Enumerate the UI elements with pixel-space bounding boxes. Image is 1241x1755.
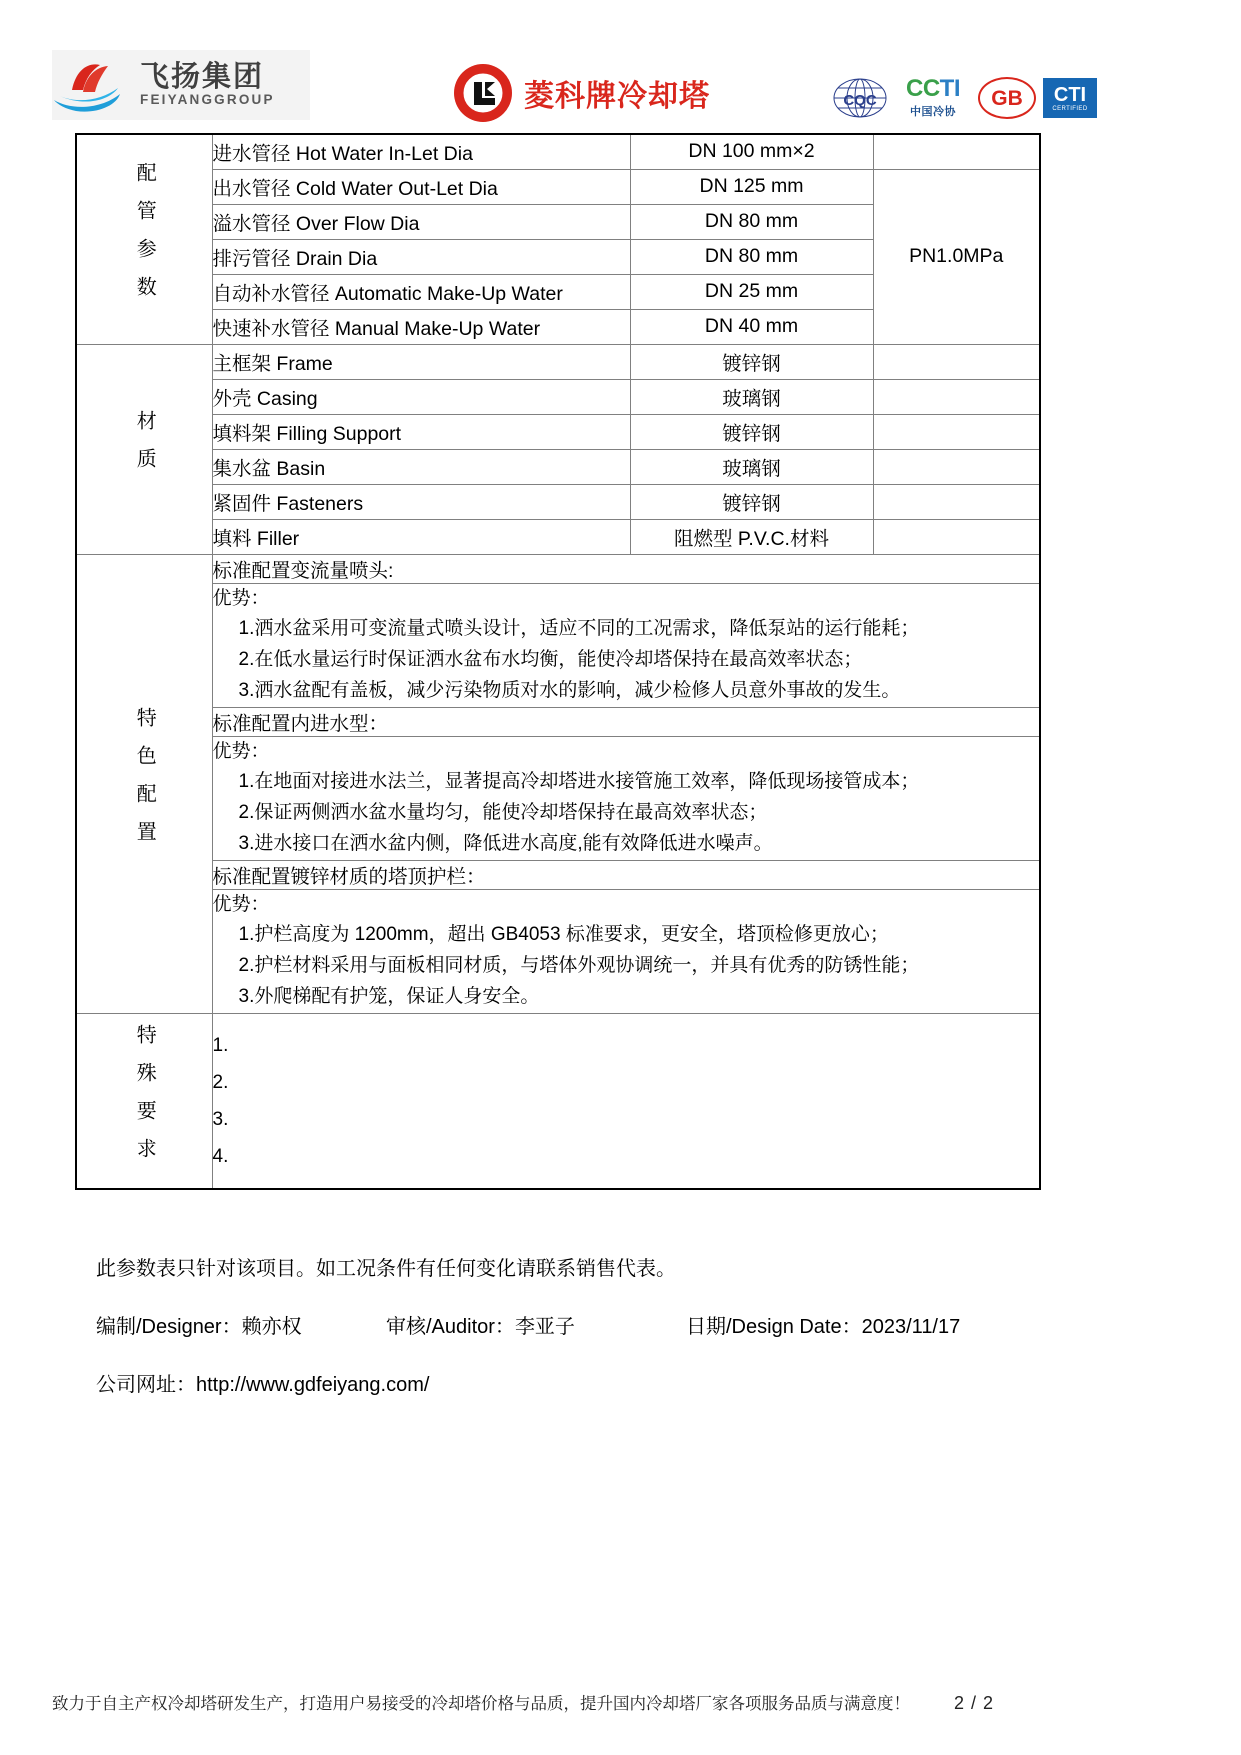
table-row — [76, 554, 1040, 583]
svg-text:CQC: CQC — [843, 92, 877, 109]
feature-title: 标准配置镀锌材质的塔顶护栏： — [212, 860, 1040, 889]
row-extra — [873, 449, 1040, 484]
row-value: 镀锌钢 — [630, 414, 873, 449]
logo-english-text: FEIYANGGROUP — [140, 91, 275, 107]
advantage-item: 1.在地面对接进水法兰，显著提高冷却塔进水接管施工效率，降低现场接管成本； — [238, 771, 920, 793]
advantage-item: 3.洒水盆配有盖板，减少污染物质对水的影响，减少检修人员意外事故的发生。 — [238, 679, 901, 701]
row-extra — [873, 519, 1040, 554]
advantage-label: 优势： — [212, 893, 270, 915]
row-extra — [873, 379, 1040, 414]
row-value: DN 125 mm — [630, 169, 873, 204]
row-name: 填料 Filler — [212, 519, 630, 554]
row-name: 出水管径 Cold Water Out-Let Dia — [212, 169, 630, 204]
feature-body — [212, 736, 1040, 860]
row-name: 外壳 Casing — [212, 379, 630, 414]
designer-field — [96, 1316, 386, 1338]
date-value: 2023/11/17 — [861, 1316, 961, 1338]
brand-name-text: 菱科牌冷却塔 — [524, 79, 710, 114]
special-item: 4. — [212, 1145, 229, 1167]
special-item: 1. — [212, 1034, 229, 1056]
page-number: 2 / 2 — [954, 1693, 995, 1713]
special-requirements-body — [212, 1013, 1040, 1189]
section-label-special: 特殊要求 — [76, 1013, 212, 1189]
row-value: 玻璃钢 — [630, 379, 873, 414]
advantage-item: 3.外爬梯配有护笼，保证人身安全。 — [238, 985, 540, 1007]
row-name: 排污管径 Drain Dia — [212, 239, 630, 274]
row-name: 集水盆 Basin — [212, 449, 630, 484]
gear-circle-icon — [452, 62, 514, 124]
date-label: 日期/Design Date： — [686, 1316, 862, 1338]
design-date-field — [686, 1316, 1106, 1338]
row-value: 阻燃型 P.V.C.材料 — [630, 519, 873, 554]
designer-label: 编制/Designer： — [96, 1316, 242, 1338]
ccti-sub-label: 中国冷协 — [910, 106, 956, 118]
feiyang-wave-mark — [52, 56, 138, 114]
row-value: 镀锌钢 — [630, 484, 873, 519]
row-name: 快速补水管径 Manual Make-Up Water — [212, 309, 630, 344]
designer-value: 赖亦权 — [241, 1316, 302, 1338]
row-extra — [873, 484, 1040, 519]
feature-body — [212, 889, 1040, 1013]
table-row — [76, 707, 1040, 736]
table-row — [76, 1013, 1040, 1189]
table-row — [76, 414, 1040, 449]
table-row — [76, 889, 1040, 1013]
row-name: 自动补水管径 Automatic Make-Up Water — [212, 274, 630, 309]
feiyang-group-logo — [52, 50, 310, 120]
table-row — [76, 344, 1040, 379]
advantage-item: 2.保证两侧洒水盆水量均匀，能使冷却塔保持在最高效率状态； — [238, 802, 768, 824]
advantage-item: 1.护栏高度为 1200mm，超出 GB4053 标准要求，更安全，塔顶检修更放心； — [238, 924, 889, 946]
website-url[interactable]: http://www.gdfeiyang.com/ — [196, 1374, 430, 1396]
cqc-certification-badge — [832, 77, 888, 119]
gb-certification-badge — [978, 77, 1036, 119]
row-extra: PN1.0MPa — [873, 169, 1040, 344]
footer-tagline: 致力于自主产权冷却塔研发生产，打造用户易接受的冷却塔价格与品质，提升国内冷却塔厂家各项服务品质与满意度！ — [52, 1695, 910, 1713]
row-name: 进水管径 Hot Water In-Let Dia — [212, 134, 630, 169]
advantage-item: 3.进水接口在洒水盆内侧，降低进水高度,能有效降低进水噪声。 — [238, 832, 773, 854]
row-name: 紧固件 Fasteners — [212, 484, 630, 519]
row-value: 玻璃钢 — [630, 449, 873, 484]
table-row — [76, 519, 1040, 554]
row-extra — [873, 414, 1040, 449]
advantage-label: 优势： — [212, 587, 270, 609]
gb-label: GB — [991, 86, 1023, 110]
section-label-features: 特色配置 — [76, 554, 212, 1013]
special-item: 3. — [212, 1108, 229, 1130]
certification-badges — [832, 76, 1097, 120]
feature-body — [212, 583, 1040, 707]
table-row — [76, 169, 1040, 204]
disclaimer-text: 此参数表只针对该项目。如工况条件有任何变化请联系销售代表。 — [96, 1258, 676, 1280]
row-name: 溢水管径 Over Flow Dia — [212, 204, 630, 239]
row-value: DN 100 mm×2 — [630, 134, 873, 169]
row-name: 填料架 Filling Support — [212, 414, 630, 449]
cti-certification-badge — [1043, 78, 1097, 118]
row-value: DN 25 mm — [630, 274, 873, 309]
feature-title: 标准配置变流量喷头: — [212, 554, 1040, 583]
auditor-label: 审核/Auditor： — [386, 1316, 515, 1338]
section-label-material: 材质 — [76, 344, 212, 554]
table-row — [76, 379, 1040, 414]
specification-sheet — [75, 133, 1041, 1190]
special-item: 2. — [212, 1071, 229, 1093]
table-row — [76, 134, 1040, 169]
page-footer — [0, 1690, 1241, 1714]
website-label: 公司网址： — [96, 1374, 196, 1396]
row-name: 主框架 Frame — [212, 344, 630, 379]
advantage-item: 2.在低水量运行时保证洒水盆布水均衡，能使冷却塔保持在最高效率状态； — [238, 649, 863, 671]
table-row — [76, 484, 1040, 519]
document-notes — [96, 1258, 1156, 1432]
auditor-field — [386, 1316, 686, 1338]
row-extra — [873, 134, 1040, 169]
table-row — [76, 736, 1040, 860]
lingke-brand-logo — [452, 62, 710, 124]
cti-sub-label: CERTIFIED — [1052, 105, 1088, 112]
signature-row — [96, 1316, 1156, 1338]
feature-title: 标准配置内进水型： — [212, 707, 1040, 736]
advantage-label: 优势： — [212, 740, 270, 762]
page-header — [0, 0, 1241, 130]
row-value: DN 40 mm — [630, 309, 873, 344]
website-field — [96, 1374, 1156, 1396]
cti-label: CTI — [1053, 83, 1087, 106]
ccti-certification-badge: C C T I 中国冷协 — [905, 75, 961, 118]
row-value: DN 80 mm — [630, 239, 873, 274]
table-row — [76, 583, 1040, 707]
table-row — [76, 860, 1040, 889]
row-value: DN 80 mm — [630, 204, 873, 239]
row-extra — [873, 344, 1040, 379]
specification-table — [75, 133, 1041, 1190]
auditor-value: 李亚子 — [514, 1316, 575, 1338]
logo-chinese-text: 飞扬集团 — [140, 61, 265, 94]
advantage-item: 2.护栏材料采用与面板相同材质，与塔体外观协调统一，并具有优秀的防锈性能； — [238, 955, 920, 977]
table-row — [76, 449, 1040, 484]
section-label-piping: 配管参数 — [76, 134, 212, 344]
row-value: 镀锌钢 — [630, 344, 873, 379]
advantage-item: 1.洒水盆采用可变流量式喷头设计，适应不同的工况需求，降低泵站的运行能耗； — [238, 618, 920, 640]
